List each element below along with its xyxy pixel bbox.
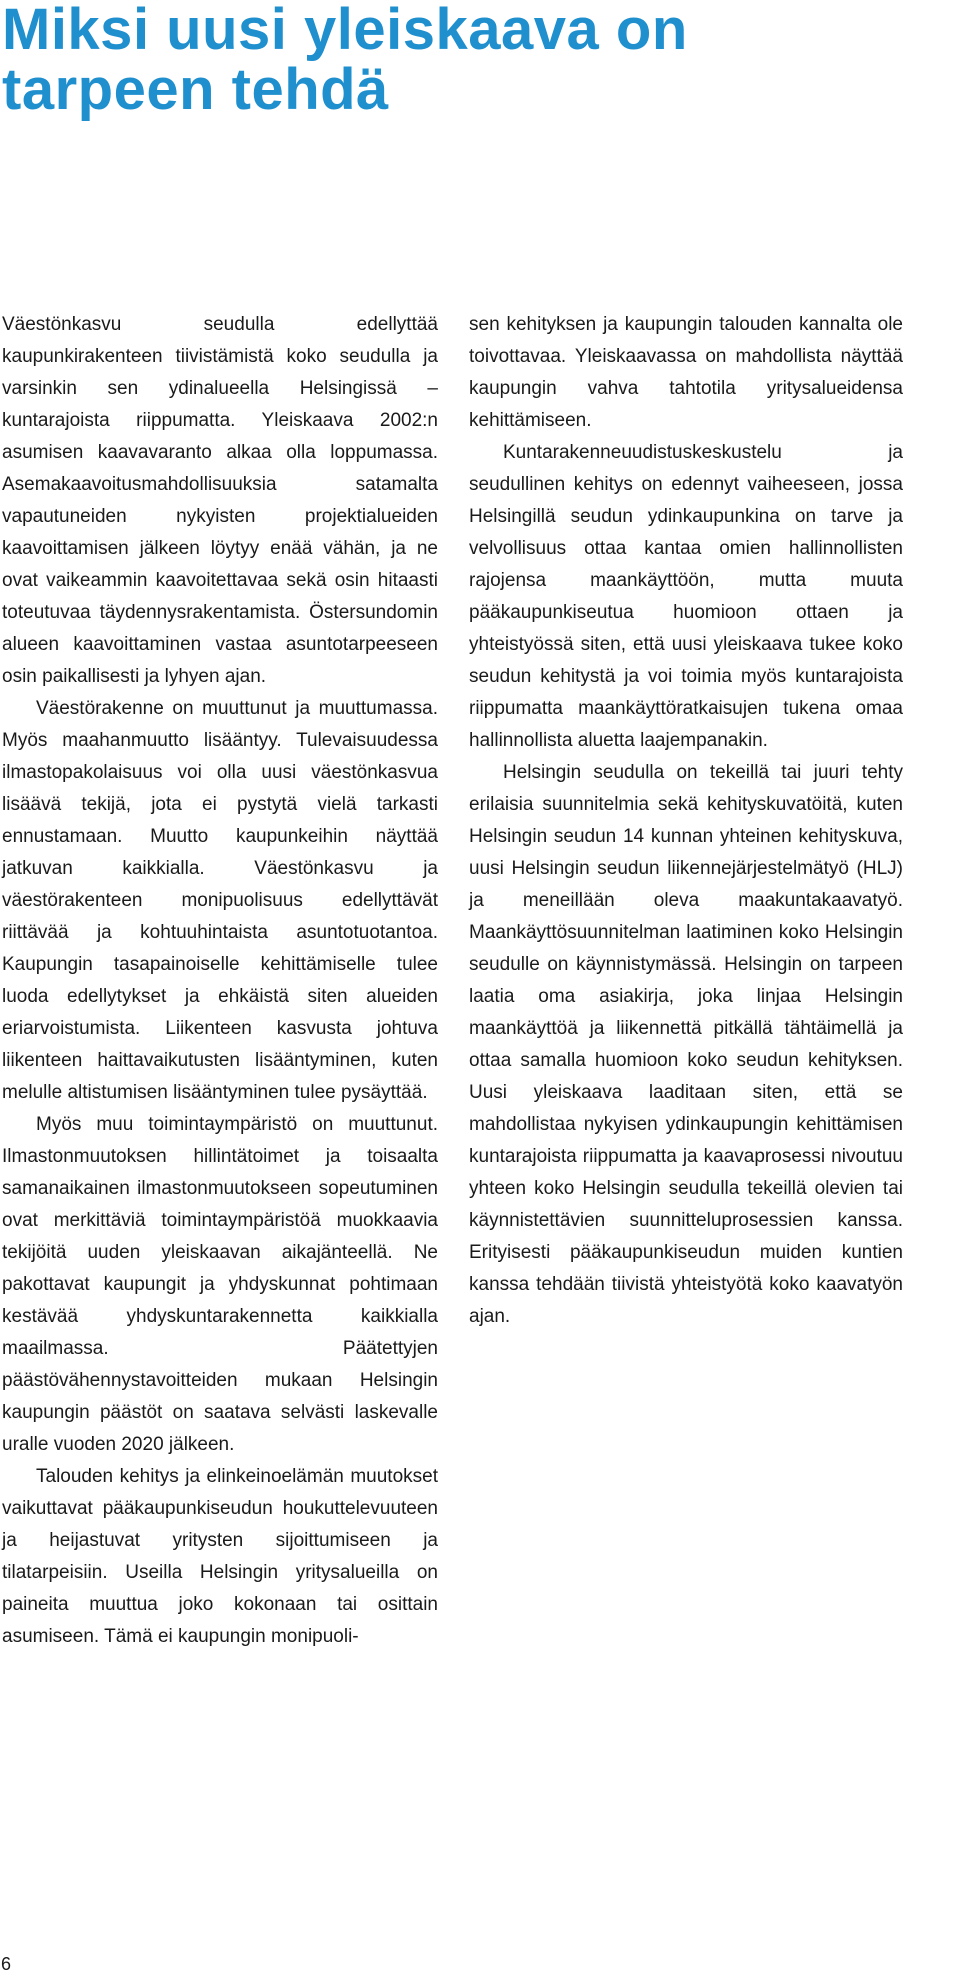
paragraph: Myös muu toimintaympäristö on muuttunut. Ilmastonmuutoksen hillintätoimet ja toisaalta samanaikainen ilmastonmuutokseen sopeutuminen ovat merkittäviä toimintaympäristöä muokkaavia tekijöitä uuden yleiskaavan aikajänteellä. Ne pakottavat kaupungit ja yhdyskunnat pohtimaan kestävää yhdyskuntarakennetta kaikkialla maailmassa. Päätettyjen päästövähennystavoitteiden mukaan Helsingin kaupungin päästöt on saatava selvästi laskevalle uralle vuoden 2020 jälkeen. — [2, 1114, 438, 1455]
paragraph: sen kehityksen ja kaupungin talouden kannalta ole toivottavaa. Yleiskaavassa on mahdollista näyttää kaupungin vahva tahtotila yritysalueidensa kehittämiseen. — [469, 314, 903, 431]
page-title — [2, 0, 960, 120]
right-text-column — [469, 309, 903, 1333]
paragraph: Talouden kehitys ja elinkeinoelämän muutokset vaikuttavat pääkaupunkiseudun houkuttelevuuteen ja heijastuvat yritysten sijoittumiseen ja tilatarpeisiin. Useilla Helsingin yritysalueilla on paineita muuttua joko kokonaan tai osittain asumiseen. Tämä ei kaupungin monipuoli- — [2, 1466, 438, 1647]
paragraph: Väestönkasvu seudulla edellyttää kaupunkirakenteen tiivistämistä koko seudulla ja varsinkin sen ydinalueella Helsingissä – kuntarajoista riippumatta. Yleiskaava 2002:n asumisen kaavavaranto alkaa olla loppumassa. Asemakaavoitusmahdollisuuksia satamalta vapautuneiden nykyisten projektialueiden kaavoittamisen jälkeen löytyy enää vähän, ja ne ovat vaikeammin kaavoitettavaa sekä osin hitaasti toteutuvaa täydennysrakentamista. Östersundomin alueen kaavoittaminen vastaa asuntotarpeeseen osin paikallisesti ja lyhyen ajan. — [2, 314, 438, 687]
paragraph: Väestörakenne on muuttunut ja muuttumassa. Myös maahanmuutto lisääntyy. Tulevaisuudessa ilmastopakolaisuus voi olla uusi väestönkasvua lisäävä tekijä, jota ei pystytä vielä tarkasti ennustamaan. Muutto kaupunkeihin näyttää jatkuvan kaikkialla. Väestönkasvu ja väestörakenteen monipuolisuus edellyttävät riittävää ja kohtuuhintaista asuntotuotantoa. Kaupungin tasapainoiselle kehittämiselle tulee luoda edellytykset ja ehkäistä siten alueiden eriarvoistumista. Liikenteen kasvusta johtuva liikenteen haittavaikutusten lisääntyminen, kuten melulle altistumisen lisääntyminen tulee pysäyttää. — [2, 698, 438, 1103]
page-title-line-2: tarpeen tehdä — [2, 57, 389, 122]
left-text-column — [2, 309, 438, 1653]
paragraph: Kuntarakenneuudistuskeskustelu ja seudullinen kehitys on edennyt vaiheeseen, jossa Helsingillä seudun ydinkaupunkina on tarve ja velvollisuus ottaa kantaa omien hallinnollisten rajojensa maankäyttöön, mutta muuta pääkaupunkiseutua huomioon ottaen ja yhteistyössä siten, että uusi yleiskaava tukee koko seudun kehitystä ja voi toimia myös kuntarajoista riippumatta maankäyttöratkaisujen tukena omaa hallinnollista aluetta laajempanakin. — [469, 442, 903, 751]
paragraph: Helsingin seudulla on tekeillä tai juuri tehty erilaisia suunnitelmia sekä kehityskuvatöitä, kuten Helsingin seudun 14 kunnan yhteinen kehityskuva, uusi Helsingin seudun liikennejärjestelmätyö (HLJ) ja meneillään oleva maakuntakaavatyö. Maankäyttösuunnitelman laatiminen koko Helsingin seudulle on käynnistymässä. Helsingin on tarpeen laatia oma asiakirja, joka linjaa Helsingin maankäyttöä ja liikennettä pitkällä tähtäimellä ja ottaa samalla huomioon koko seudun kehityksen. Uusi yleiskaava laaditaan siten, että se mahdollistaa nykyisen ydinkaupungin kehittämisen kuntarajoista riippumatta ja kaavaprosessi nivoutuu yhteen koko Helsingin seudulla tekeillä olevien tai käynnistettävien suunnitteluprosessien kanssa. Erityisesti pääkaupunkiseudun muiden kuntien kanssa tehdään tiivistä yhteistyötä koko kaavatyön ajan. — [469, 762, 903, 1327]
page-number: 6 — [1, 1954, 12, 1974]
page-title-line-1: Miksi uusi yleiskaava on — [2, 0, 688, 62]
